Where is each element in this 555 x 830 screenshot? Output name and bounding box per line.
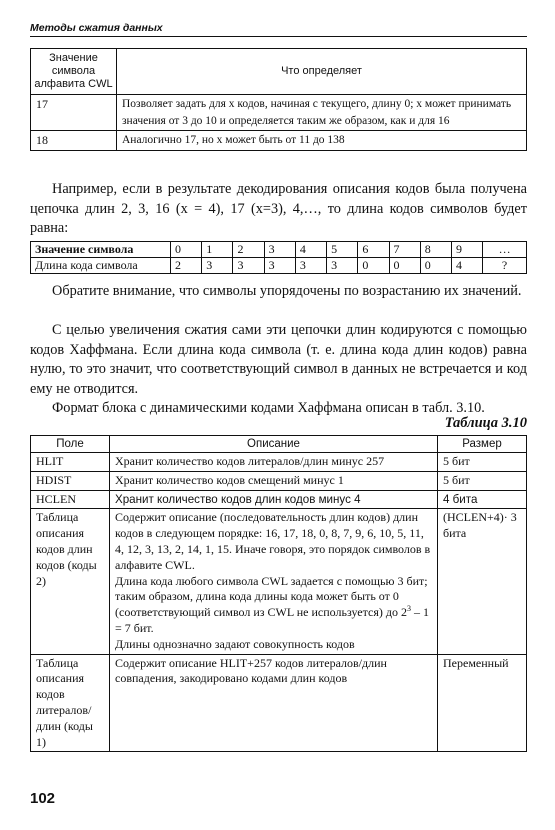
cell: 4	[451, 258, 482, 274]
table-row	[31, 471, 527, 490]
cell-size: 5 бит	[438, 453, 527, 472]
table-row	[31, 131, 527, 151]
cell: 3	[295, 258, 326, 274]
cell: 3	[327, 258, 358, 274]
cell-desc: Хранит количество кодов смещений минус 1	[110, 471, 438, 490]
cell: 8	[420, 242, 451, 258]
dynamic-huffman-block-table	[30, 435, 527, 752]
cell-desc: Содержит описание HLIT+257 кодов литералов/длин совпадения, закодировано кодами длин кодов	[110, 654, 438, 752]
cell-desc: Аналогично 17, но x может быть от 11 до 138	[117, 131, 527, 151]
cwl-symbols-table	[30, 48, 527, 151]
cell-size: Переменный	[438, 654, 527, 752]
cell: 3	[202, 258, 233, 274]
paragraph: С целью увеличения сжатия сами эти цепочки длин кодируются с помощью кодов Хаффмана. Если длина кода символа (т. е. длина кода длин кодов) равна нулю, то это значит, что соответствующий символ в данных не встречается и код ему не отводится.	[30, 322, 527, 397]
table-row	[31, 258, 527, 274]
cell: 2	[171, 258, 202, 274]
cell: 7	[389, 242, 420, 258]
cell-size: 5 бит	[438, 471, 527, 490]
cell: 9	[451, 242, 482, 258]
table-row	[31, 242, 527, 258]
cell: 1	[202, 242, 233, 258]
cell-size: 4 бита	[438, 490, 527, 509]
page-number: 102	[30, 790, 56, 807]
table-row	[31, 453, 527, 472]
paragraph: Обратите внимание, что символы упорядочены по возрастанию их значений.	[52, 283, 522, 299]
header-meaning: Что определяет	[117, 49, 527, 95]
cell-field: HLIT	[31, 453, 110, 472]
cell: ?	[483, 258, 527, 274]
cell-field: HCLEN	[31, 490, 110, 509]
cell: 3	[233, 258, 264, 274]
cell: 5	[327, 242, 358, 258]
cell: 6	[358, 242, 389, 258]
cell-value: 18	[31, 131, 117, 151]
table-row	[31, 509, 527, 654]
cell: …	[483, 242, 527, 258]
cell-desc: Хранит количество кодов длин кодов минус 4	[110, 490, 438, 509]
cell: 0	[358, 258, 389, 274]
desc-part: Содержит описание (последовательность длин кодов) длин кодов в следующем порядке: 16, 17, 18, 0, 8, 7, 9, 6, 10, 5, 11, 4, 12, 3, 13, 2, 14, 1, 15. Иначе говоря, это порядок символов в алфавите CWL.	[115, 510, 431, 572]
desc-part: Длины однозначно задают совокупность кодов	[115, 636, 355, 651]
desc-text: – 1 = 7 бит.	[115, 605, 429, 635]
cell: 0	[420, 258, 451, 274]
superscript: 3	[406, 604, 411, 614]
row-label: Значение символа	[31, 242, 171, 258]
cell-desc: Хранит количество кодов литералов/длин минус 257	[110, 453, 438, 472]
header-size: Размер	[438, 436, 527, 453]
cell-field: Таблица описания кодов литералов/длин (коды 1)	[31, 654, 110, 752]
paragraph: Формат блока с динамическими кодами Хаффмана описан в табл. 3.10.	[52, 400, 485, 416]
cell: 4	[295, 242, 326, 258]
cell: 3	[264, 258, 295, 274]
desc-part	[115, 574, 432, 637]
cell-field: HDIST	[31, 471, 110, 490]
cell-desc: Позволяет задать для x кодов, начиная с текущего, длину 0; x может принимать значения от 3 до 10 и определяется таким же образом, как и для 16	[117, 95, 527, 131]
cell-size: (HCLEN+4)· 3 бита	[438, 509, 527, 654]
header-description: Описание	[110, 436, 438, 453]
table-row	[31, 490, 527, 509]
row-label: Длина кода символа	[31, 258, 171, 274]
paragraph: Например, если в результате декодирования описания кодов была получена цепочка длин 2, 3, 16 (x = 4), 17 (x=3), 4,…, то длина кодов символов будет равна:	[30, 181, 527, 236]
cell: 0	[171, 242, 202, 258]
table-caption: Таблица 3.10	[444, 415, 527, 431]
desc-text: Длина кода любого символа CWL задается с помощью 3 бит; таким образом, длина кода длины кода может быть от 0 (соответствующий символ из CWL не используется) до 2	[115, 573, 428, 620]
table-header-row	[31, 49, 527, 95]
running-head: Методы сжатия данных	[30, 22, 527, 37]
cell: 3	[264, 242, 295, 258]
cell: 0	[389, 258, 420, 274]
cell: 2	[233, 242, 264, 258]
cell-field: Таблица описания кодов длин кодов (коды 2)	[31, 509, 110, 654]
cell-desc	[110, 509, 438, 654]
cell-value: 17	[31, 95, 117, 131]
code-length-sequence-table	[30, 241, 527, 274]
header-cwl-value: Значение символа алфавита CWL	[31, 49, 117, 95]
table-header-row	[31, 436, 527, 453]
table-row	[31, 654, 527, 752]
table-row	[31, 95, 527, 131]
header-field: Поле	[31, 436, 110, 453]
